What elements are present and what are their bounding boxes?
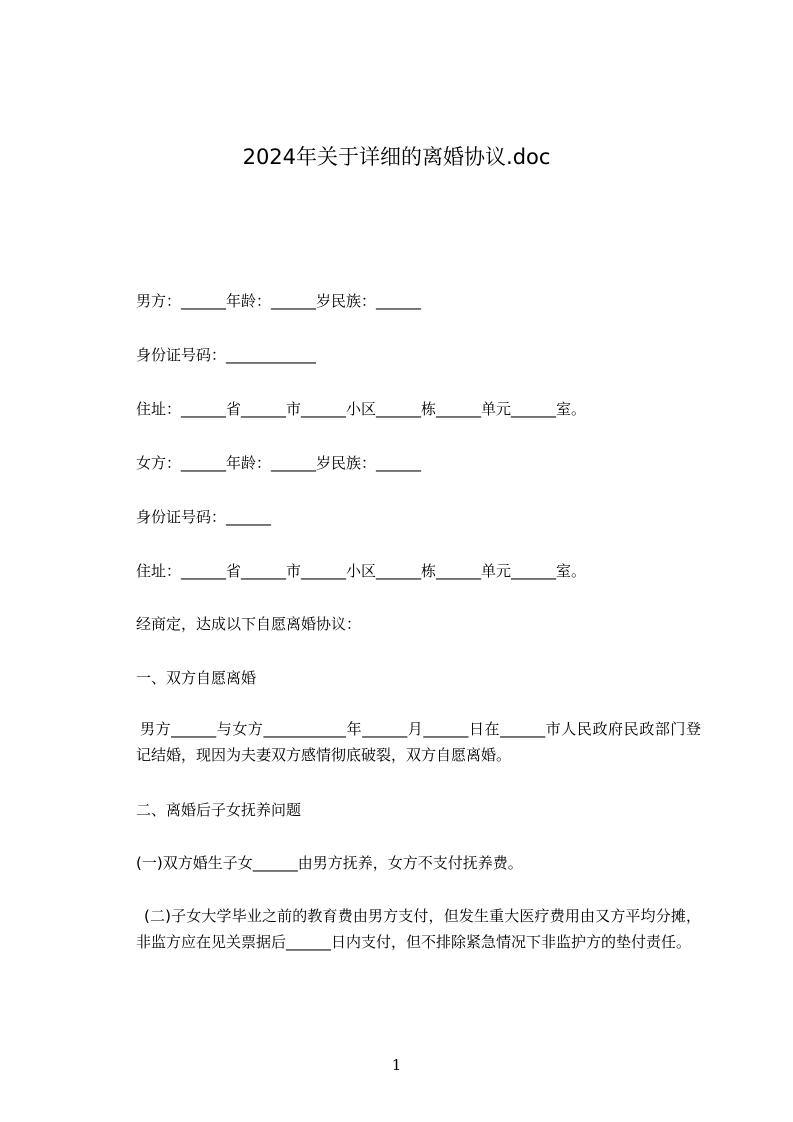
agreement-intro: 经商定，达成以下自愿离婚协议： xyxy=(136,615,362,633)
husband-address-line: 住址：______省______市______小区______栋______单元______室。 xyxy=(136,400,587,418)
section-2-heading: 二、离婚后子女抚养问题 xyxy=(136,801,302,819)
wife-address-line: 住址：______省______市______小区______栋______单元______室。 xyxy=(136,562,587,580)
husband-info-line: 男方：______年龄：______岁民族：______ xyxy=(136,292,422,310)
wife-id-line: 身份证号码：______ xyxy=(136,508,272,526)
husband-id-line: 身份证号码：____________ xyxy=(136,346,317,364)
wife-info-line: 女方：______年龄：______岁民族：______ xyxy=(136,454,422,472)
page-number: 1 xyxy=(391,1056,402,1074)
document-title: 2024年关于详细的离婚协议.doc xyxy=(242,145,551,169)
section-1-body: 男方______与女方___________年______月______日在______市人民政府民政部门登记结婚，现因为夫妻双方感情彻底破裂，双方自愿离婚。 xyxy=(136,720,701,764)
section-1-heading: 一、双方自愿离婚 xyxy=(136,669,257,687)
section-2-item-1: (一)双方婚生子女______由男方抚养，女方不支付抚养费。 xyxy=(136,854,523,872)
section-2-item-2: (二)子女大学毕业之前的教育费由男方支付，但发生重大医疗费用由又方平均分摊，非监方应在见关票据后______日内支付，但不排除紧急情况下非监护方的垫付责任。 xyxy=(136,907,701,951)
